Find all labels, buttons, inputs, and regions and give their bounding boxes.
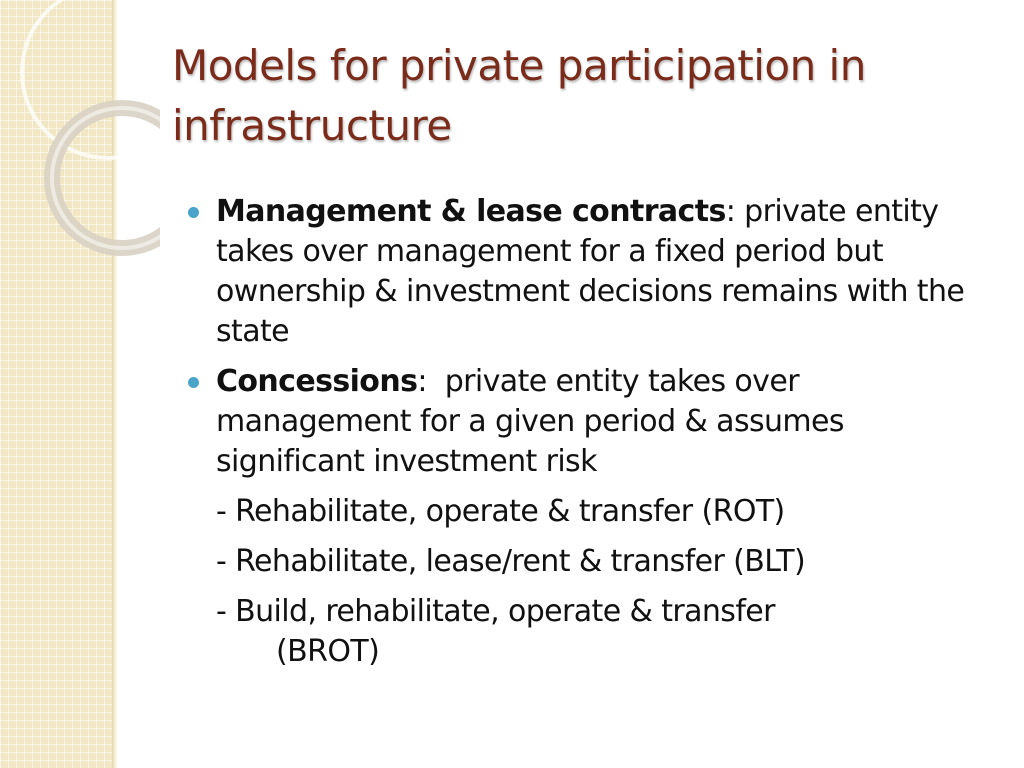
bullet-dot-icon xyxy=(188,207,199,218)
slide-body xyxy=(188,192,978,672)
bullet-separator: : xyxy=(417,364,427,399)
sub-item: - Build, rehabilitate, operate & transfer xyxy=(216,594,775,629)
bullet-text: private entity takes over management for a given period & assumes significant investment risk xyxy=(216,364,853,479)
slide-title: Models for private participation in infrastructure xyxy=(172,41,866,150)
bullet-item xyxy=(188,192,978,352)
sub-item: - Rehabilitate, operate & transfer (ROT) xyxy=(216,494,785,529)
bullet-item xyxy=(188,362,978,482)
bullet-heading: Management & lease contracts xyxy=(216,194,726,229)
decorative-rings-icon xyxy=(0,0,160,260)
bullet-separator: : xyxy=(725,194,736,229)
sub-item: - Rehabilitate, lease/rent & transfer (BLT) xyxy=(216,544,806,579)
bullet-heading: Concessions xyxy=(216,364,418,399)
sub-item-continuation: (BROT) xyxy=(276,634,380,669)
bullet-dot-icon xyxy=(188,377,199,388)
bullet-text: private entity takes over management for a fixed period but ownership & investment decisions remains with the state xyxy=(216,194,965,349)
